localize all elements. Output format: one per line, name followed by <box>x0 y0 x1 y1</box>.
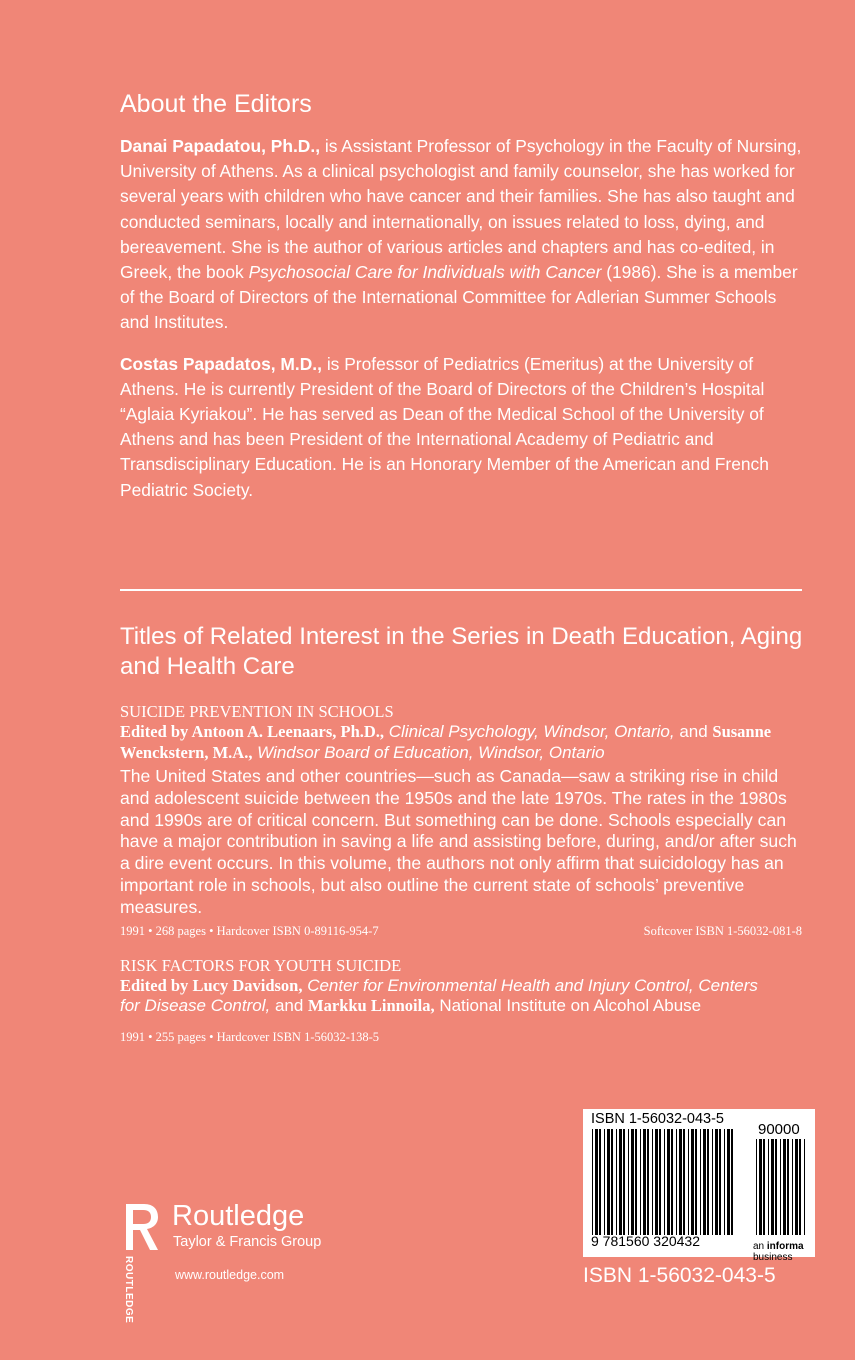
barcode-panel <box>583 1109 815 1263</box>
bio-danai-papadatou <box>120 134 810 336</box>
book1-editor2: Susanne Wenckstern, M.A., <box>120 722 772 762</box>
book1-editor1: Antoon A. Leenaars, Ph.D., <box>191 722 385 741</box>
book2-editors <box>120 976 760 1017</box>
publisher-name: Routledge <box>172 1200 305 1232</box>
book2-editor1: Lucy Davidson, <box>192 975 303 995</box>
book2-meta <box>120 1029 802 1045</box>
book-suicide-prevention <box>120 702 810 939</box>
bio1-text-a: is Assistant Professor of Psychology in the Faculty of Nursing, University of Athens. As a clinical psychologist and family counselor, she has worked for several years with children who have cancer and their families. She has also taught and conducted seminars, locally and internationally, on issues related to loss, dying, and bereavement. She is the author of various articles and chapters and has co-edited, in Greek, the book <box>120 136 802 283</box>
barcode-main-icon <box>591 1129 735 1235</box>
routledge-r-icon <box>120 1200 162 1254</box>
bio2-name: Costas Papadatos, M.D., <box>120 353 322 374</box>
book2-and: and <box>270 996 309 1016</box>
related-titles-heading: Titles of Related Interest in the Series in Death Education, Aging and Health Care <box>120 623 803 680</box>
book-risk-factors <box>120 956 810 1045</box>
book2-meta-left: 1991 • 255 pages • Hardcover ISBN 1-56032-138-5 <box>120 1029 380 1044</box>
book1-affil2: Windsor Board of Education, Windsor, Ontario <box>252 742 605 762</box>
barcode-supplement-icon <box>755 1139 809 1235</box>
book2-edited-by: Edited by <box>120 975 193 995</box>
book2-editor2: Markku Linnoila, <box>308 996 435 1016</box>
section-divider <box>120 589 802 591</box>
barcode-isbn: ISBN 1-56032-043-5 <box>591 1111 724 1127</box>
bio1-book-title: Psychosocial Care for Individuals with Cancer <box>248 262 602 283</box>
related-titles-section <box>120 622 810 1045</box>
routledge-vertical-text: ROUTLEDGE <box>123 1256 134 1324</box>
bio2-text: is Professor of Pediatrics (Emeritus) at the University of Athens. He is currently President of the Board of Directors of the Children’s Hospital “Aglaia Kyriakou”. He has served as Dean of the Medical School of the University of Athens and has been President of the International Academy of Pediatric and Transdisciplinary Education. He is an Honorary Member of the American and French Pediatric Society. <box>120 353 769 500</box>
about-editors-section <box>120 88 810 503</box>
bio-costas-papadatos <box>120 352 810 503</box>
book1-meta-right: Softcover ISBN 1-56032-081-8 <box>643 923 802 938</box>
book1-edited-by: Edited by <box>120 722 192 741</box>
book2-affil1: Center for Environmental Health and Injury Control, Centers for Disease Control, <box>120 975 758 1016</box>
book1-title: SUICIDE PREVENTION IN SCHOOLS <box>120 702 394 721</box>
book2-title: RISK FACTORS FOR YOUTH SUICIDE <box>120 955 402 975</box>
book1-and: and <box>674 722 713 741</box>
barcode-number: 9 781560 320432 <box>591 1233 700 1249</box>
bio1-name: Danai Papadatou, Ph.D., <box>120 136 321 156</box>
isbn-bottom: ISBN 1-56032-043-5 <box>583 1264 776 1287</box>
book1-affil1: Clinical Psychology, Windsor, Ontario, <box>384 722 675 741</box>
informa-business: an informa business <box>753 1241 804 1263</box>
book1-description: The United States and other countries—such as Canada—saw a striking rise in child and adolescent suicide between the 1950s and the late 1970s. The rates in the 1980s and 1990s are of critical concern. But something can be done. Schools especially can have a major contribution in saving a life and assisting before, during, and/or after such a dire event occurs. In this volume, the authors not only affirm that suicidology has an important role in schools, but also outline the current state of schools’ preventive measures. <box>120 766 797 917</box>
about-editors-heading: About the Editors <box>120 90 312 118</box>
bio1-text-b: (1986). She is a member of the Board of Directors of the International Committee for Adlerian Summer Schools and Institutes. <box>120 262 798 333</box>
barcode-price-code: 90000 <box>758 1121 800 1138</box>
publisher-group: Taylor & Francis Group <box>173 1234 322 1250</box>
book1-editors <box>120 722 810 763</box>
book1-meta <box>120 923 802 939</box>
book1-meta-left: 1991 • 268 pages • Hardcover ISBN 0-89116-954-7 <box>120 923 379 938</box>
publisher-url: www.routledge.com <box>175 1268 285 1282</box>
book2-affil2: National Institute on Alcohol Abuse <box>434 996 702 1016</box>
